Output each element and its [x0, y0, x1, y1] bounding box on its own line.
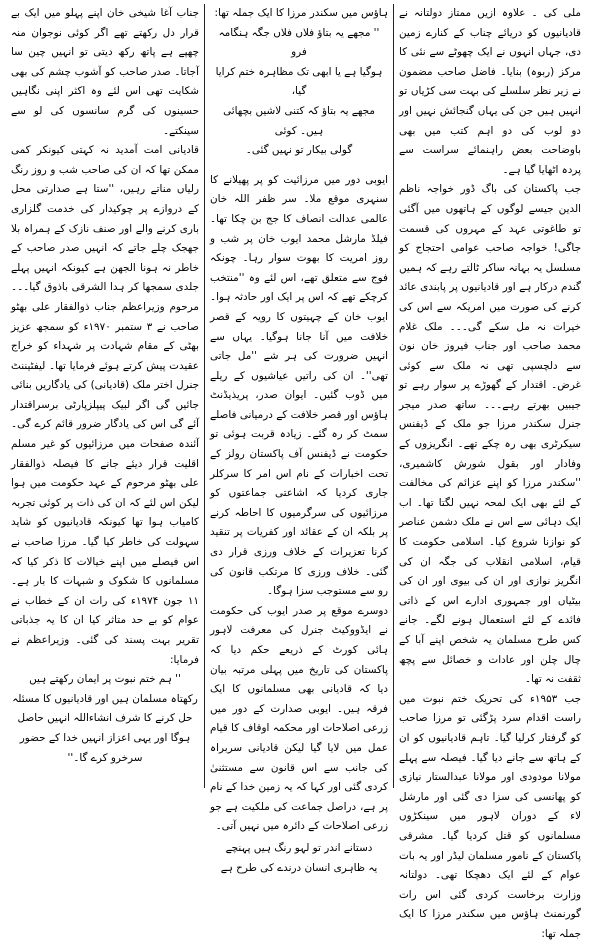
paragraph: ہاؤس میں سکندر مرزا کا ایک جملہ تھا: [214, 7, 388, 19]
quote-line: حل کرنے کا شرف انشاءاللہ انہیں حاصل [17, 712, 193, 725]
paragraph: جب پاکستان کی باگ ڈور خواجہ ناظم الدین جیسے لوگوں کے ہاتھوں میں آگئی تو طاغوتی عہد کے مہروں کی قسمت جاگی! خواجہ صاحب عوامی احتجاج کو مسلسل یہ بہانہ ساکر ٹالتے رہے کہ ہمیں گندم درکار ہے اور قادیانیوں پر پابندی عائد کرنے کی صورت میں امریکہ سے اس کی خیرات نہ مل سکے گی۔۔۔ ملک غلام محمد صاحب اور جناب فیروز خان نون سے دلچسپی تھی نہ ملک سے کوئی غرض۔ اقتدار کے گھوڑے پر سوار رہے تو جیبیں بھرتے رہے۔۔۔ ساتھ صدر میجر جنرل سکندر مرزا جو ملک کے ڈیفنس سیکرٹری بھی رہ چکے تھے۔ انگریزوں کے وفادار اور بقول شورش کاشمیری، ''سکندر مرزا کو اپنے عزائم کی مخالفت کے لئے بھی ایک لمحہ نہیں لگتا تھا۔ اب ایک دہائی سے اس نے ملک دشمن عناصر کو نوازنا شروع کیا۔ اسلامی حکومت کا قیام، اسلامی انقلاب کی جگہ ان کی انگریز نوازی اور ان کی بیوی اور ان کی بیٹیاں اور جمہوری ادارے اس کے ذاتی فائدے کے لئے استعمال ہونے لگے۔ جانے کس طرح مسلمان یہ شخص اپنے آبا کے چال چلن اور عادات و خصائل سے پچھ ثقفت نہ تھا۔ [399, 183, 581, 686]
paragraph: ملی کی ۔ علاوہ ازیں ممتاز دولتانہ نے قادیانیوں کو دریائے چناب کے کنارے زمین دی، جہاں انہوں نے ایک چھوٹے سے نئی کا مرکز (ربوہ) بنایا۔ فاضل صاحب مضمون نے زیر نظر سلسلے کی بہت سی کڑیاں تو انہیں ہیں جن کی یہاں گنجائش نہیں اور دو لوب کی دو اہم کتب میں بھی باوضاحت بعض راہنمائے سراست سے پردہ اٹھایا گیا ہے۔ [399, 7, 581, 176]
paragraph: ایوبی دور میں مرزائیت کو پر پھیلانے کا سنہری موقع ملا۔ سر ظفر اللہ خان عالمی عدالت انصاف کا جج بن چکا تھا۔ فیلڈ مارشل محمد ایوب خان پر شب و روز امریت کا بھوت سوار رہا۔ چونکہ فوج سے متعلق تھے، اس لئے وہ ''منتخب کرچکے تھے کہ اس پر ایک اور حادثہ ہوا۔ ایوب خان کے چہیتوں کا رویہ کے قصر خلافت میں آنا جانا ہوگیا۔ یہاں سے انہیں ضرورت کی ہر شے ''مل جاتی تھی''۔ ان کی راتیں عیاشیوں کے ریلے میں ڈوب گئیں۔ ایوان صدر، پریذیڈنٹ ہاؤس اور قصر خلافت کے درمیانی فاصلے سمٹ کر رہ گئے۔ زیادہ قربت ہوئی تو حکومت نے ڈیفنس آف پاکستان رولز کے تحت اخبارات کے نام اس امر کا سرکلر جاری کردیا کہ اشاعتی جماعتوں کو مرزائیوں کی سرگرمیوں کا احاطہ کرنے پر بلکہ ان کے عقائد اور کفریات پر تنقید کرنا تعزیرات کے خلاف ورزی قرار دی گئی۔ خلاف ورزی کا مرتکب قانون کی رو سے مستوجب سزا ہوگا۔ [210, 173, 388, 598]
quote-line: ہوگیا ہے یا ابھی تک مظاہرہ ختم کرایا گیا، [215, 65, 383, 98]
paragraph: دوسرے موقع پر صدر ایوب کی حکومت نے ایڈووکیٹ جنرل کی معرفت لاہور ہائی کورٹ کے ذریعے حکم دیا کہ پاکستان کی تاریخ میں پہلی مرتبہ بیان دیا کہ قادیانی بھی مسلمانوں کا ایک فرقہ ہیں۔ ایوبی صدارت کے دور میں زرعی اصلاحات اور محکمہ اوقاف کا قیام عمل میں لایا گیا لیکن قادیانی سربراہ کی جانب سے اس قانون سے مستثنیٰ کردی گئی اور کہا کہ یہ زمین خدا کے نام پر ہے، دراصل جماعت کی ملکیت ہے جو زرعی اصلاحات کے دائرہ میں نہیں آتی۔ [210, 604, 388, 833]
quote-line: مجھے یہ بتاؤ کہ کتنی لاشیں بچھائی ہیں۔ کوئی [223, 104, 375, 137]
paragraph: جب ۱۹۵۳ء کی تحریک ختم نبوت میں راست اقدام سرد پڑگئی تو مرزا صاحب کو گرفتار کرلیا گیا۔ تاہم قادیانیوں کو ان کے ہاتھ سے جانے دیا گیا۔ فیصلہ سے پہلے مولانا مودودی اور مولانا عبدالستار نیازی کو پھانسی کی سزا دی گئی اور مارشل لاء کے دوران لاہور میں سینکڑوں مسلمانوں کو قتل کردیا گیا۔ مشرقی پاکستان کے نامور مسلمان لیڈر اور یہ بات عوام کے لئے ایک دھچکا تھی۔ دولتانہ وزارت برخاست کردی گئی اس رات گورنمنٹ ہاؤس میں سکندر مرزا کا ایک جملہ تھا: [399, 692, 582, 940]
quote-line: ہوگا اور یہی اعزاز انہیں خدا کے حضور [19, 731, 191, 744]
quote-line: گولی بیکار تو نہیں گئی۔ [245, 144, 353, 157]
column-left [6, 4, 204, 788]
column-right [394, 4, 586, 940]
paragraph: قادیانی امت آمدید نہ کہتی کیونکر کمی ممکن تھا کہ ان کی صاحب شب و روز رنگ رلیاں مناتے رہیں، ''ستا ہے صدارتی محل کے دروازے پر چوکیدار کی خدمت گلزاری باری کرنے والے اور صنف نازک کے ہمراہ بلا جھجک چلے جاتے کہ انہیں صدر صاحب کے خاطر نہ ہونا الجھن ہے کیونکہ انہیں پہلے جلدی سمجھا کر ہدا الشرقی باذوق گیا۔۔۔ مرحوم وزیراعظم جناب ذوالفقار علی بھٹو صاحب نے ۳ ستمبر ۱۹۷۰ء کو سمجھ عزیز بھٹی کے مقام شہادت پر شہداء کو خراج عقیدت پیش کرتے ہوئے فرمایا تھا۔ لیفٹیننٹ جنرل اختر ملک (قادیانی) کی یادگاریں بنائی جائیں گی اگر لبیک پیپلزپارٹی برسراقتدار آئے گی اس کی یادگار ضرور قائم کرے گی۔ آئندہ صفحات میں مرزائیوں کو غیر مسلم اقلیت قرار دیئے جانے کا فیصلہ ذوالفقار علی بھٹو مرحوم کے عہد حکومت میں ہوا لیکن اس لئے کہ ان کی ذات پر کوئی تجربہ کامیاب ہوا تھا کیونکہ قادیانیوں کو شاید سہولت کی خاطر کیا گیا۔ مرزا صاحب نے اس فیصلے میں اپنے خیالات کا ذکر کیا کہ مسلمانوں کا شکوک و شبہات کا بار ہے۔ ۱۱ جون ۱۹۷۴ء کی رات ان کے خطاب نے عوام کو بے حد متاثر کیا ان کا یہ جذباتی تقریر بہت پسند کی گئی۔ وزیراعظم نے فرمایا: [11, 144, 200, 666]
quote-line: '' مجھے یہ بتاؤ فلاں فلاں جگہ ہنگامہ فرو [218, 26, 380, 59]
verse-line: یہ ظاہری انسان درندے کی طرح ہے [220, 861, 378, 874]
paragraph: جناب آغا شیخی خان اپنے پہلو میں ایک بے قرار دل رکھتے تھے اگر کوئی نوجوان منہ چھپے ہے پاتھ رکھ دیتی تو انہیں چین سا آجاتا۔ صدر صاحب کو آشوب چشم کی بھی شکایت تھی اس لئے وہ اکثر اپنی نگاہیں حسینوں کی گرم سانسوں کی لو سے سینکتے۔ [11, 7, 199, 137]
quote-line: '' ہم ختم نبوت پر ایمان رکھتے ہیں [29, 673, 181, 686]
quote-line: رکھتاہ مسلمان ہیں اور قادیانیوں کا مسئلہ [12, 692, 198, 705]
quote-line: سرخرو کرے گا۔'' [67, 751, 143, 764]
column-middle [204, 4, 394, 874]
verse-line: دستانے اندر تو لہو رنگ ہیں پہنچے [225, 841, 373, 854]
